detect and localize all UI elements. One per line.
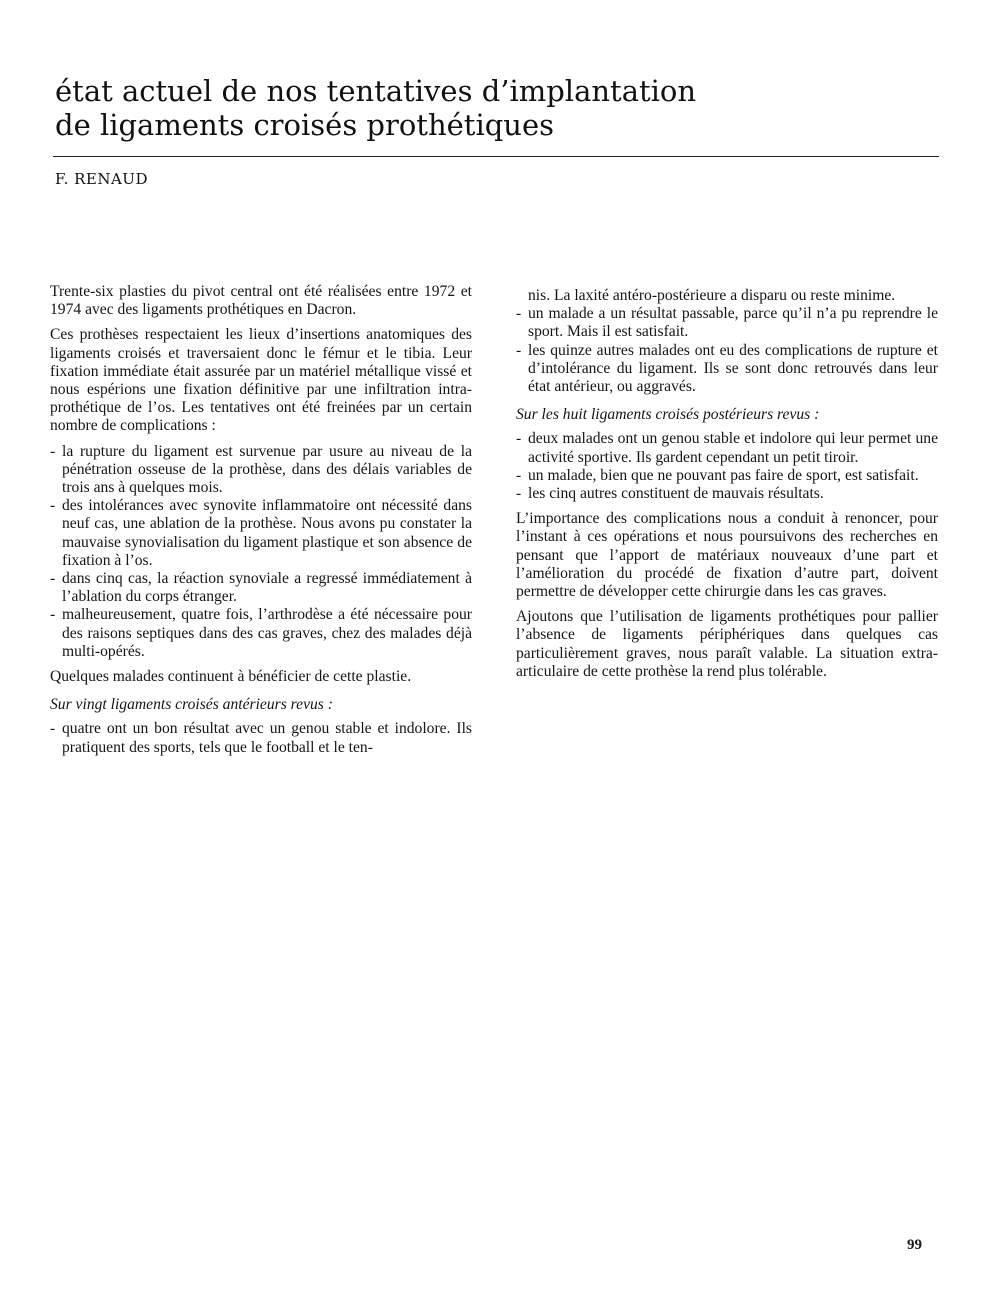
list-item: - les quinze autres malades ont eu des complications de rupture et d’intolérance du ligament. Ils se sont donc retrouvés dans leur état antérieur, ou aggravés. [516, 342, 938, 397]
title-line-1: état actuel de nos tentatives d’implantation [55, 74, 697, 108]
paragraph-patients: Quelques malades continuent à bénéficier de cette plastie. [50, 668, 412, 686]
right-column [516, 287, 938, 688]
anterior-results-list-continued [516, 287, 938, 396]
paragraph-prostheses: Ces prothèses respectaient les lieux d’insertions anatomiques des ligaments croisés et traversaient donc le fémur et le tibia. Leur fixation immédiate était assurée par un matériel métallique vissé et nous espérions une fixation définitive par une infiltration intra-prothétique de l’os. Les tentatives ont été freinées par un certain nombre de complications : [50, 326, 472, 435]
left-column [50, 283, 472, 764]
paragraph-conclusion: L’importance des complications nous a conduit à renoncer, pour l’instant à ces opérations et nous poursuivons des recherches en pensant que l’apport de matériaux nouveaux d’une part et l’amélioration du procédé de fixation d’autre part, doivent permettre de développer cette chirurgie dans les cas graves. [516, 510, 938, 601]
list-item: - malheureusement, quatre fois, l’arthrodèse a été nécessaire pour des raisons septiques dans des cas graves, chez des malades déjà multi-opérés. [50, 606, 472, 661]
list-item: - la rupture du ligament est survenue par usure au niveau de la pénétration osseuse de la prothèse, dans des délais variables de trois ans à quelques mois. [50, 443, 472, 498]
title-line-2: de ligaments croisés prothétiques [55, 108, 555, 142]
list-item: - dans cinq cas, la réaction synoviale a regressé immédiatement à l’ablation du corps étranger. [50, 570, 472, 606]
heading-anterior: Sur vingt ligaments croisés antérieurs revus : [50, 696, 333, 714]
paragraph-intro: Trente-six plasties du pivot central ont été réalisées entre 1972 et 1974 avec des ligaments prothétiques en Dacron. [50, 283, 472, 319]
author-name: F. RENAUD [55, 170, 148, 188]
heading-posterior: Sur les huit ligaments croisés postérieurs revus : [516, 406, 820, 424]
list-item: - deux malades ont un genou stable et indolore qui leur permet une activité sportive. Ils gardent cependant un petit tiroir. [516, 430, 938, 466]
posterior-results-list [516, 430, 938, 503]
list-item: - des intolérances avec synovite inflammatoire ont nécessité dans neuf cas, une ablation de la prothèse. Nous avons pu constater la mauvaise synovialisation du ligament plastique et son absence de fixation à l’os. [50, 497, 472, 570]
list-item: - un malade, bien que ne pouvant pas faire de sport, est satisfait. [516, 467, 938, 485]
complications-list [50, 443, 472, 661]
list-item-continuation: nis. La laxité antéro-postérieure a disparu ou reste minime. [528, 287, 896, 304]
title-rule [53, 156, 939, 157]
anterior-results-list [50, 720, 472, 756]
list-item: - un malade a un résultat passable, parce qu’il n’a pu reprendre le sport. Mais il est satisfait. [516, 305, 938, 341]
paragraph-extra-articular: Ajoutons que l’utilisation de ligaments prothétiques pour pallier l’absence de ligaments périphériques dans quelques cas particulièrement graves, nous paraît valable. La situation extra-articulaire de cette prothèse la rend plus tolérable. [516, 608, 938, 680]
list-item: - quatre ont un bon résultat avec un genou stable et indolore. Ils pratiquent des sports, tels que le football et le ten- [50, 720, 472, 756]
page-number: 99 [907, 1237, 922, 1253]
article-title [55, 74, 855, 142]
list-item: - les cinq autres constituent de mauvais résultats. [516, 485, 938, 503]
